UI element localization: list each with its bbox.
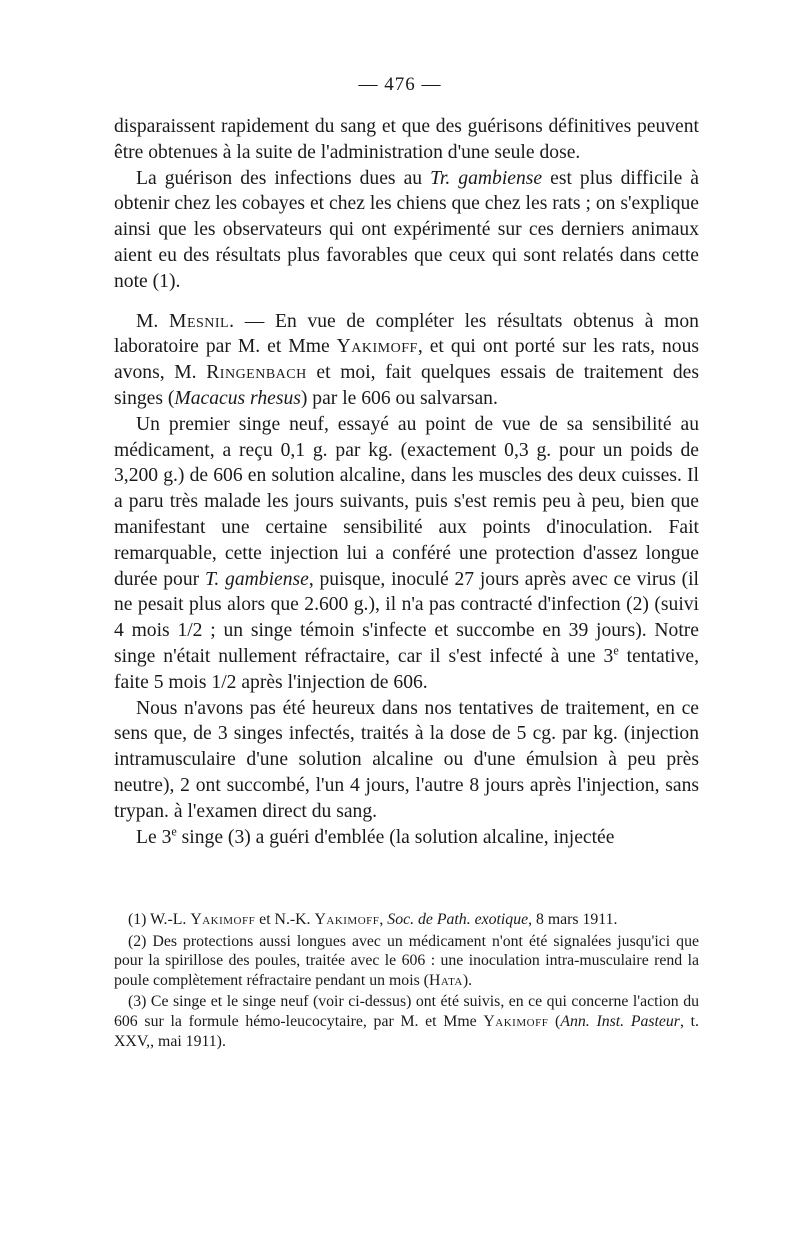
species-name: T. gambiense — [204, 568, 309, 590]
paragraph-text: Le 3 — [136, 826, 172, 848]
author-name: Mesnil — [169, 310, 230, 332]
page-number: — 476 — — [358, 74, 442, 95]
footnote-1 — [114, 910, 699, 930]
footnote-text: (2) Des protections aussi longues avec un médicament n'ont été signalées jusqu'ici que pour la spirillose des poules, traitée avec le 606 : une inoculation intra-musculaire rend la poule complètement réfractaire pendant un mois ( — [114, 932, 699, 989]
paragraph-text: ) par le 606 ou salvarsan. — [300, 387, 498, 409]
paragraph-text: et moi, fait quelques essais de traitement des singes ( — [114, 362, 699, 409]
footnote-3 — [114, 992, 699, 1051]
paragraph-text: . — En vue de compléter les résultats obtenus à mon laboratoire par M. et Mme — [114, 310, 699, 358]
author-name: Yakimoff — [314, 911, 380, 928]
footnote-text: , 8 mars 1911. — [528, 911, 618, 928]
paragraph-text: est plus difficile à obtenir chez les cobayes et chez les chiens que chez les rats ; on s'explique ainsi que les observateurs qui ont expérimenté sur ces derniers animaux aient eu des résultats plus favorables que ceux qui sont relatés dans cette note (1). — [114, 167, 699, 292]
paragraph-gambiense — [114, 166, 699, 295]
footnote-text: , t. XXV,, mai 1911). — [114, 1012, 699, 1050]
footnote-text: et N.-K. — [255, 911, 315, 928]
paragraph-text: La guérison des infections dues au — [136, 167, 431, 189]
footnote-text: (3) Ce singe et le singe neuf (voir ci-dessus) ont été suivis, en ce qui concerne l'action du 606 sur la formule hémo-leucocytaire, par M. et Mme — [114, 993, 699, 1030]
footnote-2 — [114, 932, 699, 991]
paragraph-text: M. — [136, 310, 170, 332]
footnote-text: , — [379, 911, 388, 928]
section-gap — [114, 295, 699, 309]
footnote-text: ). — [462, 971, 473, 989]
main-text — [114, 114, 699, 850]
paragraph-text: singe (3) a guéri d'emblée (la solution alcaline, injectée — [176, 826, 615, 848]
superscript: e — [613, 643, 619, 658]
journal-title: Soc. de Path. exotique — [387, 911, 529, 928]
footnote-text: ( — [548, 1012, 561, 1030]
paragraph-third-monkey — [114, 825, 699, 851]
paragraph-first-monkey — [114, 412, 699, 696]
species-name: Macacus rhesus — [174, 387, 301, 409]
footnotes — [114, 910, 699, 1053]
paragraph-continuation: disparaissent rapidement du sang et que des guérisons définitives peuvent être obtenues à la suite de l'administration d'une seule dose. — [114, 116, 699, 163]
author-name: Ringenbach — [206, 362, 307, 384]
species-name: Tr. gambiense — [430, 167, 543, 189]
author-name: Yakimoff — [483, 1012, 549, 1030]
journal-title: Ann. Inst. Pasteur — [560, 1012, 680, 1030]
author-name: Hata — [428, 971, 463, 989]
superscript: e — [171, 823, 177, 838]
paragraph-text: Un premier singe neuf, essayé au point de vue de sa sensibilité au médicament, a reçu 0,1 g. par kg. (exactement 0,3 g. pour un poids de 3,200 g.) de 606 en solution alcaline, dans les muscles des deux cuisses. Il a paru très malade les jours suivants, puis s'est remis peu à peu, bien que manifestant une certaine sensibilité aux points d'inoculation. Fait remarquable, cette injection lui a conféré une protection d'assez longue durée pour — [114, 413, 699, 590]
paragraph-mesnil — [114, 309, 699, 412]
author-name: Yakimoff — [336, 336, 418, 358]
paragraph-text: , et qui ont porté sur les rats, nous avons, M. — [114, 336, 699, 384]
paragraph-text: , puisque, inoculé 27 jours après avec ce virus (il ne pesait plus alors que 2.600 g.), il n'a pas contracté d'infection (2) (suivi 4 mois 1/2 ; un singe témoin s'infecte et succombe en 39 jours). Notre singe n'était nullement réfractaire, car il s'est infecté à une 3 — [114, 568, 699, 667]
author-name: Yakimoff — [190, 911, 256, 928]
paragraph-treatment: Nous n'avons pas été heureux dans nos tentatives de traitement, en ce sens que, de 3 singes infectés, traités à la dose de 5 cg. par kg. (injection intramusculaire d'une solution alcaline ou d'une émulsion à peu près neutre), 2 ont succombé, l'un 4 jours, l'autre 8 jours après l'injection, sans trypan. à l'examen direct du sang. — [114, 697, 699, 822]
footnote-text: (1) W.-L. — [128, 911, 191, 928]
paragraph-text: tentative, faite 5 mois 1/2 après l'injection de 606. — [114, 645, 699, 693]
